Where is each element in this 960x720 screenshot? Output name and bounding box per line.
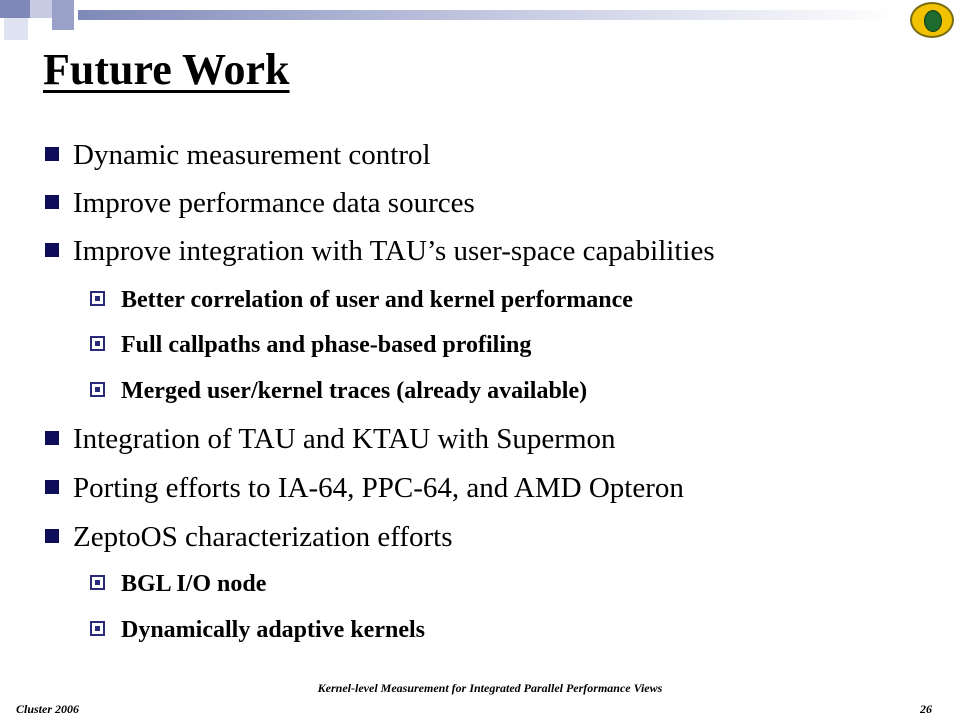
hollow-square-bullet-icon <box>90 575 105 590</box>
footer-conference: Cluster 2006 <box>16 702 80 716</box>
bullet-item <box>45 471 684 505</box>
hollow-square-bullet-icon <box>90 382 105 397</box>
square-bullet-icon <box>45 431 59 445</box>
bullet-text: Porting efforts to IA-64, PPC-64, and AMD Opteron <box>73 472 684 504</box>
hollow-square-bullet-icon <box>90 621 105 636</box>
footer-page-number: 26 <box>920 702 932 716</box>
sub-bullet-item <box>90 376 587 406</box>
sub-bullet-text: Dynamically adaptive kernels <box>121 617 425 643</box>
square-bullet-icon <box>45 195 59 209</box>
bullet-text: Improve performance data sources <box>73 187 475 219</box>
square-bullet-icon <box>45 480 59 494</box>
bullet-item <box>45 234 715 268</box>
bullet-item <box>45 422 616 456</box>
bullet-item <box>45 186 475 220</box>
sub-bullet-item <box>90 330 531 360</box>
bullet-text: ZeptoOS characterization efforts <box>73 521 453 553</box>
bullet-text: Integration of TAU and KTAU with Supermon <box>73 423 616 455</box>
sub-bullet-text: Better correlation of user and kernel performance <box>121 287 633 313</box>
bullet-text: Improve integration with TAU’s user-space capabilities <box>73 235 715 267</box>
square-bullet-icon <box>45 529 59 543</box>
bullet-text: Dynamic measurement control <box>73 139 431 171</box>
slide-title: Future Work <box>43 45 290 94</box>
sub-bullet-text: BGL I/O node <box>121 571 267 597</box>
sub-bullet-text: Full callpaths and phase-based profiling <box>121 332 532 358</box>
bullet-item <box>45 138 431 172</box>
sub-bullet-item <box>90 285 633 315</box>
square-bullet-icon <box>45 243 59 257</box>
square-bullet-icon <box>45 147 59 161</box>
sub-bullet-item <box>90 569 266 599</box>
bullet-item <box>45 520 453 554</box>
hollow-square-bullet-icon <box>90 291 105 306</box>
sub-bullet-item <box>90 615 425 645</box>
footer-title: Kernel-level Measurement for Integrated Parallel Performance Views <box>317 681 663 695</box>
hollow-square-bullet-icon <box>90 336 105 351</box>
sub-bullet-text: Merged user/kernel traces (already available) <box>121 378 588 404</box>
